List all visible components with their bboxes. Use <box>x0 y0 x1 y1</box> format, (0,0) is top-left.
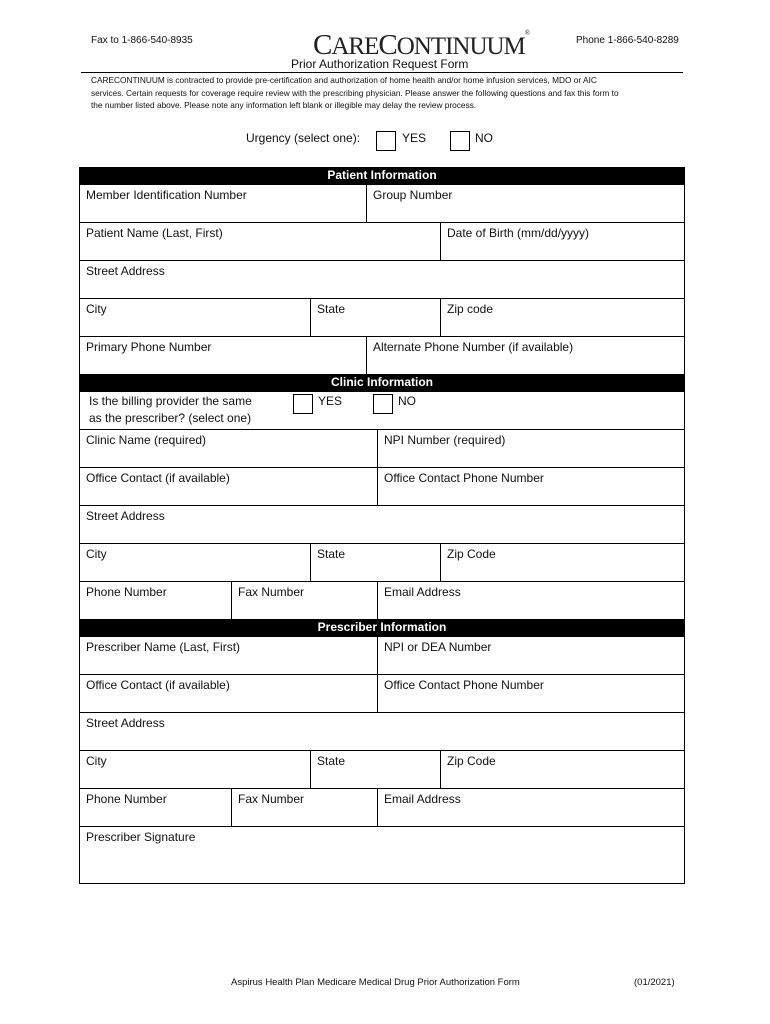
clinic-street-field[interactable] <box>79 505 685 544</box>
prescriber-phone-label: Phone Number <box>86 792 167 806</box>
prescriber-information-heading: Prescriber Information <box>79 619 685 636</box>
prescriber-state-label: State <box>317 754 346 768</box>
prescriber-office-phone-label: Office Contact Phone Number <box>384 678 544 692</box>
billing-no-checkbox[interactable] <box>373 394 393 414</box>
group-number-label: Group Number <box>373 188 453 202</box>
prescriber-city-field[interactable] <box>79 750 311 789</box>
prescriber-office-contact-label: Office Contact (if available) <box>86 678 230 692</box>
prescriber-office-contact-field[interactable] <box>79 674 378 713</box>
clinic-email-field[interactable] <box>377 581 685 620</box>
patient-street-field[interactable] <box>79 260 685 299</box>
prescriber-signature-label: Prescriber Signature <box>86 830 196 844</box>
billing-yes-checkbox[interactable] <box>293 394 313 414</box>
phone-number: Phone 1-866-540-8289 <box>576 35 679 46</box>
patient-street-label: Street Address <box>86 264 165 278</box>
prescriber-office-phone-field[interactable] <box>377 674 685 713</box>
billing-no-label: NO <box>398 394 416 408</box>
footer-date: (01/2021) <box>634 977 675 988</box>
clinic-state-label: State <box>317 547 346 561</box>
primary-phone-field[interactable] <box>79 336 367 375</box>
clinic-state-field[interactable] <box>310 543 441 582</box>
clinic-npi-field[interactable] <box>377 429 685 468</box>
prescriber-name-field[interactable] <box>79 636 378 675</box>
form-title: Prior Authorization Request Form <box>291 57 469 71</box>
clinic-name-field[interactable] <box>79 429 378 468</box>
prescriber-zip-label: Zip Code <box>447 754 496 768</box>
prescriber-npi-dea-field[interactable] <box>377 636 685 675</box>
prescriber-street-field[interactable] <box>79 712 685 751</box>
billing-question-line: as the prescriber? (select one) <box>89 411 252 425</box>
clinic-information-heading: Clinic Information <box>79 374 685 391</box>
urgency-no-checkbox[interactable] <box>450 131 470 151</box>
prescriber-npi-dea-label: NPI or DEA Number <box>384 640 492 654</box>
prescriber-fax-label: Fax Number <box>238 792 305 806</box>
patient-state-label: State <box>317 302 346 316</box>
prescriber-state-field[interactable] <box>310 750 441 789</box>
patient-information-heading: Patient Information <box>79 167 685 184</box>
urgency-yes-checkbox[interactable] <box>376 131 396 151</box>
billing-question <box>89 393 252 427</box>
prescriber-fax-field[interactable] <box>231 788 378 827</box>
alternate-phone-field[interactable] <box>366 336 685 375</box>
clinic-office-contact-label: Office Contact (if available) <box>86 471 230 485</box>
intro-text <box>91 74 619 112</box>
prescriber-name-label: Prescriber Name (Last, First) <box>86 640 241 654</box>
clinic-office-contact-field[interactable] <box>79 467 378 506</box>
alternate-phone-label: Alternate Phone Number (if available) <box>373 340 574 354</box>
date-of-birth-field[interactable] <box>440 222 685 261</box>
member-id-field[interactable] <box>79 184 367 223</box>
clinic-name-label: Clinic Name (required) <box>86 433 207 447</box>
intro-line: CARECONTINUUM is contracted to provide pre-certification and authorization of home health and/or home infusion services, MDO or AIC <box>91 75 597 85</box>
clinic-fax-field[interactable] <box>231 581 378 620</box>
clinic-phone-field[interactable] <box>79 581 232 620</box>
patient-zip-field[interactable] <box>440 298 685 337</box>
urgency-label: Urgency (select one): <box>246 131 361 145</box>
patient-state-field[interactable] <box>310 298 441 337</box>
patient-city-field[interactable] <box>79 298 311 337</box>
date-of-birth-label: Date of Birth (mm/dd/yyyy) <box>447 226 590 240</box>
clinic-office-phone-label: Office Contact Phone Number <box>384 471 544 485</box>
clinic-street-label: Street Address <box>86 509 165 523</box>
intro-line: services. Certain requests for coverage require review with the prescribing physician. Please answer the following questions and fax this form to <box>91 87 619 98</box>
prescriber-street-label: Street Address <box>86 716 165 730</box>
clinic-npi-label: NPI Number (required) <box>384 433 506 447</box>
prescriber-zip-field[interactable] <box>440 750 685 789</box>
clinic-city-field[interactable] <box>79 543 311 582</box>
patient-name-field[interactable] <box>79 222 441 261</box>
clinic-email-label: Email Address <box>384 585 461 599</box>
member-id-label: Member Identification Number <box>86 188 247 202</box>
footer-title: Aspirus Health Plan Medicare Medical Drug Prior Authorization Form <box>231 977 520 988</box>
fax-number: Fax to 1-866-540-8935 <box>91 35 193 46</box>
prescriber-signature-field[interactable] <box>79 826 685 884</box>
clinic-zip-field[interactable] <box>440 543 685 582</box>
group-number-field[interactable] <box>366 184 685 223</box>
billing-yes-label: YES <box>318 394 343 408</box>
carecontinuum-logo: CARECONTINUUM® <box>313 29 530 61</box>
primary-phone-label: Primary Phone Number <box>86 340 212 354</box>
clinic-zip-label: Zip Code <box>447 547 496 561</box>
clinic-office-phone-field[interactable] <box>377 467 685 506</box>
prescriber-phone-field[interactable] <box>79 788 232 827</box>
intro-line: the number listed above. Please note any information left blank or illegible may delay the review process. <box>91 100 477 110</box>
patient-name-label: Patient Name (Last, First) <box>86 226 223 240</box>
prescriber-email-label: Email Address <box>384 792 461 806</box>
patient-zip-label: Zip code <box>447 302 494 316</box>
clinic-fax-label: Fax Number <box>238 585 305 599</box>
urgency-no-label: NO <box>475 131 493 145</box>
header-rule <box>81 72 683 73</box>
clinic-city-label: City <box>86 547 107 561</box>
patient-city-label: City <box>86 302 107 316</box>
urgency-yes-label: YES <box>402 131 427 145</box>
prescriber-email-field[interactable] <box>377 788 685 827</box>
clinic-phone-label: Phone Number <box>86 585 167 599</box>
billing-question-line: Is the billing provider the same <box>89 394 252 408</box>
prescriber-city-label: City <box>86 754 107 768</box>
